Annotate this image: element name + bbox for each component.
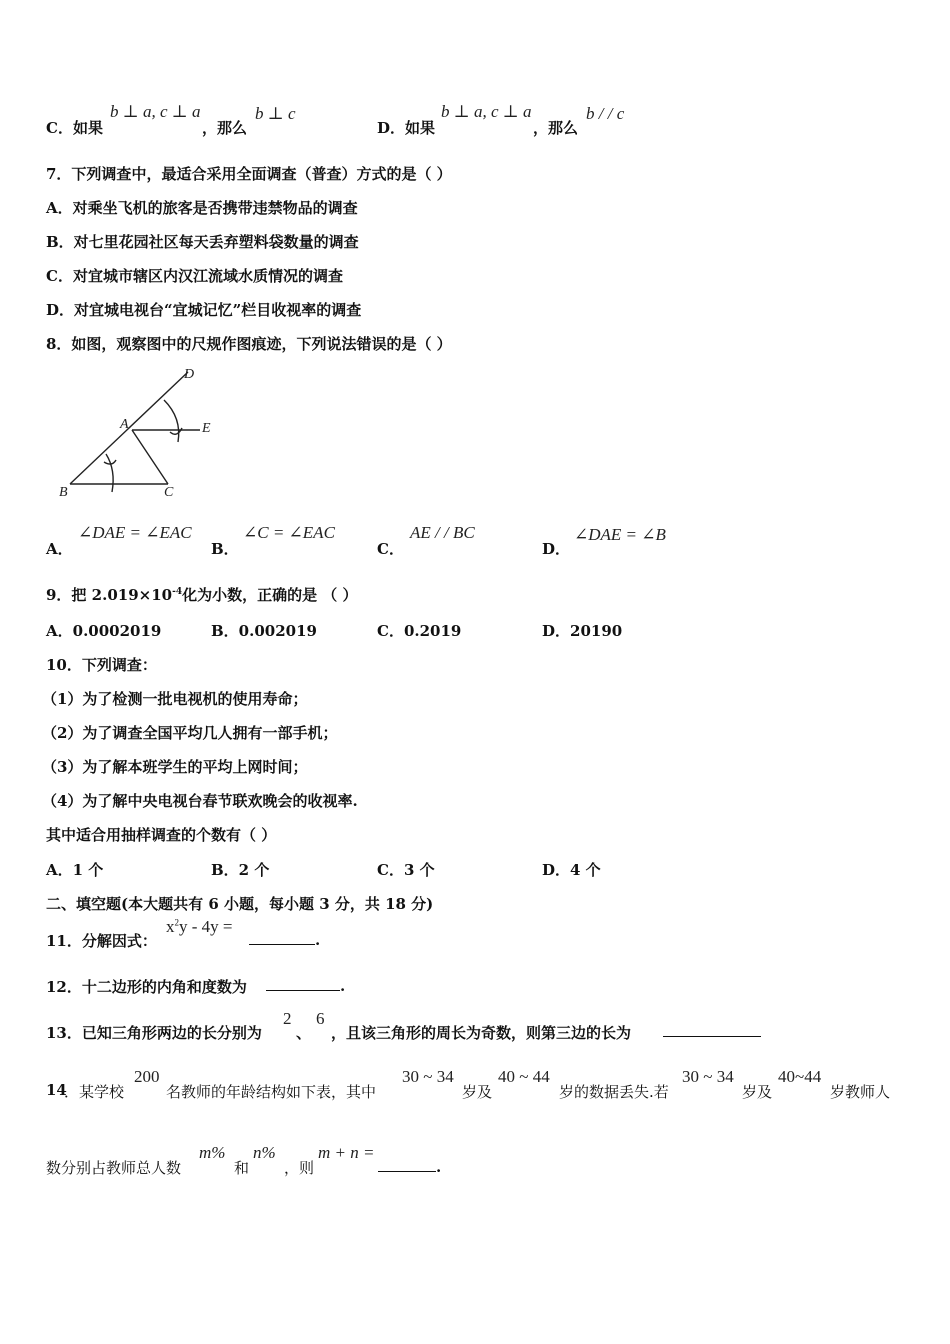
q13-stem-a: 13．已知三角形两边的长分别为 — [46, 1024, 262, 1042]
q9-option-d: D．20190 — [542, 622, 623, 640]
q14-range-2: 40 ~ 44 — [498, 1067, 550, 1086]
q14-range-1: 30 ~ 34 — [402, 1067, 454, 1086]
q14-m-percent: m% — [199, 1143, 226, 1162]
q7-option-c: C．对宜城市辖区内汉江流域水质情况的调查 — [46, 267, 343, 285]
line-bd — [70, 372, 188, 484]
label-a: A — [120, 417, 129, 432]
q10-question: 其中适合用抽样调查的个数有（ ） — [46, 826, 277, 844]
q7-option-a: A．对乘坐飞机的旅客是否携带违禁物品的调查 — [46, 199, 358, 217]
q6-option-d-label: D．如果 — [377, 119, 436, 137]
q6-option-c-result: b ⊥ c — [255, 104, 296, 123]
line-ac — [132, 430, 168, 484]
q8-option-b-expr: ∠C = ∠EAC — [243, 523, 335, 542]
q7-option-b: B．对七里花园社区每天丢弃塑料袋数量的调查 — [46, 233, 359, 251]
q14-n-percent: n% — [253, 1143, 276, 1162]
q8-option-d-expr: ∠DAE = ∠B — [574, 525, 666, 544]
q6-option-d-result: b / / c — [586, 104, 625, 123]
label-c: C — [164, 485, 174, 500]
q10-item-3: （3）为了解本班学生的平均上网时间； — [42, 758, 308, 776]
q14-text-then: ，则 — [284, 1159, 315, 1177]
q14-sum-expr: m + n = — [318, 1143, 375, 1162]
q14-range-3: 30 ~ 34 — [682, 1067, 734, 1086]
q7-option-d: D．对宜城电视台“宜城记忆”栏目收视率的调查 — [46, 301, 362, 319]
q8-option-c-expr: AE / / BC — [410, 523, 475, 542]
section-title-fill-in: 二、填空题(本大题共有 6 小题，每小题 3 分，共 18 分) — [46, 895, 434, 913]
q9-option-b: B．0.002019 — [211, 622, 317, 640]
q8-option-a-letter: A． — [46, 540, 73, 558]
q14-answer-blank[interactable]: . — [378, 1157, 441, 1176]
label-b: B — [59, 485, 68, 500]
q13-separator: 、 — [296, 1024, 312, 1042]
q9-option-c: C．0.2019 — [377, 622, 462, 640]
q8-stem: 8．如图，观察图中的尺规作图痕迹，下列说法错误的是（ ） — [46, 335, 452, 353]
q14-text-and: 和 — [234, 1159, 250, 1177]
q14-text-5: 岁及 — [742, 1083, 773, 1101]
q8-option-a-expr: ∠DAE = ∠EAC — [78, 523, 192, 542]
q6-option-d-then: ，那么 — [533, 119, 579, 137]
arc-at-b — [106, 454, 113, 492]
arc-at-a — [164, 400, 179, 442]
q14-text-2: 名教师的年龄结构如下表，其中 — [166, 1083, 377, 1101]
q10-option-a: A．1 个 — [46, 861, 104, 879]
q6-option-c-condition: b ⊥ a, c ⊥ a — [110, 102, 201, 121]
q12-answer-blank[interactable]: . — [266, 976, 345, 995]
q14-text-6: 岁教师人 — [830, 1083, 891, 1101]
q12-stem: 12．十二边形的内角和度数为 — [46, 978, 247, 996]
q9-stem: 9．把 $2.019\times 10^{-4}$化为小数，正确的是 （ ） — [46, 586, 358, 604]
q8-option-d-letter: D． — [542, 540, 571, 558]
q13-answer-blank[interactable] — [663, 1022, 761, 1041]
q14-text-7: 数分别占教师总人数 — [46, 1159, 182, 1177]
q6-option-c-then: ，那么 — [202, 119, 248, 137]
q14-text-1: ．某学校 — [64, 1083, 125, 1101]
q10-item-2: （2）为了调查全国平均几人拥有一部手机； — [42, 724, 338, 742]
q8-option-b-letter: B． — [211, 540, 239, 558]
q14-range-4: 40~44 — [778, 1067, 822, 1086]
q10-item-4: （4）为了解中央电视台春节联欢晚会的收视率. — [42, 792, 358, 810]
q6-option-c-label: C．如果 — [46, 119, 103, 137]
q6-option-d-condition: b ⊥ a, c ⊥ a — [441, 102, 532, 121]
q13-value-1: 2 — [283, 1009, 292, 1028]
q7-stem: 7．下列调查中，最适合采用全面调查（普查）方式的是（ ） — [46, 165, 452, 183]
q8-construction-figure — [50, 362, 230, 502]
q14-text-3: 岁及 — [462, 1083, 493, 1101]
arc-small-a — [170, 428, 182, 434]
q13-value-2: 6 — [316, 1009, 325, 1028]
q11-expression: $x^2y - 4y$ = — [166, 917, 233, 936]
q14-number: 14 — [46, 1081, 67, 1099]
q8-option-c-letter: C． — [377, 540, 404, 558]
q13-stem-b: ，且该三角形的周长为奇数，则第三边的长为 — [331, 1024, 632, 1042]
q10-stem: 10．下列调查： — [46, 656, 157, 674]
q14-text-4: 岁的数据丢失.若 — [559, 1083, 669, 1101]
q9-option-a: A．0.0002019 — [46, 622, 162, 640]
q10-option-d: D．4 个 — [542, 861, 601, 879]
label-d: D — [184, 367, 195, 382]
q10-item-1: （1）为了检测一批电视机的使用寿命； — [42, 690, 308, 708]
label-e: E — [202, 421, 211, 436]
q11-answer-blank[interactable]: . — [249, 930, 320, 949]
q11-stem: 11．分解因式： — [46, 932, 157, 950]
q14-count: 200 — [134, 1067, 160, 1086]
q10-option-b: B．2 个 — [211, 861, 270, 879]
q10-option-c: C．3 个 — [377, 861, 435, 879]
